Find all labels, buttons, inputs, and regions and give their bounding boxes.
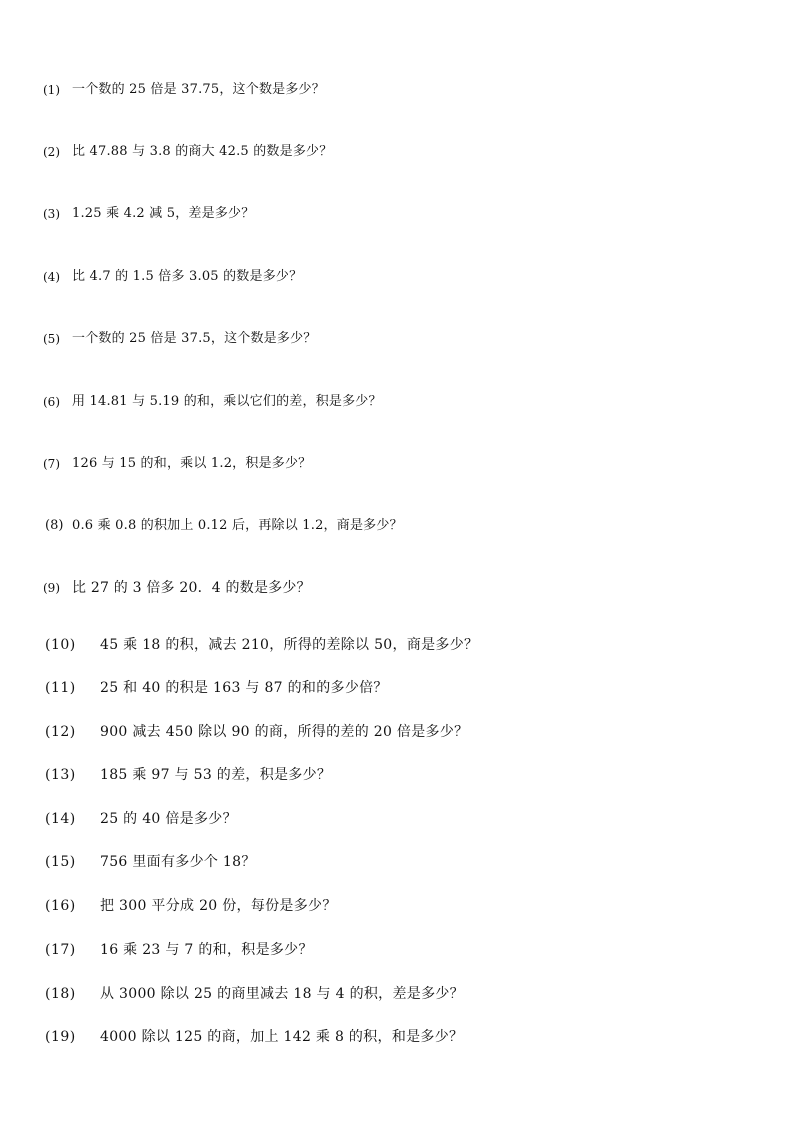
question-text: 45 乘 18 的积，减去 210，所得的差除以 50，商是多少？	[100, 637, 479, 653]
question-number: (2)	[43, 145, 60, 159]
question-number: (9)	[43, 581, 60, 595]
question-number: (3)	[43, 207, 60, 221]
question-number: (6)	[43, 395, 60, 409]
question-number: (10)	[45, 637, 76, 653]
question-text: 900 减去 450 除以 90 的商，所得的差的 20 倍是多少？	[100, 724, 469, 740]
question-text: 比 27 的 3 倍多 20．4 的数是多少？	[72, 580, 311, 596]
question-number: (4)	[43, 270, 60, 284]
question-number: (16)	[45, 898, 76, 914]
question-text: 比 4.7 的 1.5 倍多 3.05 的数是多少？	[72, 269, 303, 284]
question-number: (18)	[45, 986, 76, 1002]
question-text: 0.6 乘 0.8 的积加上 0.12 后，再除以 1.2，商是多少？	[72, 518, 403, 533]
question-text: 从 3000 除以 25 的商里减去 18 与 4 的积，差是多少？	[100, 986, 464, 1002]
question-text: 4000 除以 125 的商，加上 142 乘 8 的积，和是多少？	[100, 1029, 464, 1045]
question-number: (8)	[45, 518, 64, 533]
question-text: 16 乘 23 与 7 的和，积是多少？	[100, 942, 313, 958]
question-number: (19)	[45, 1029, 76, 1045]
question-number: (15)	[45, 854, 76, 870]
question-number: (17)	[45, 942, 76, 958]
question-number: (5)	[43, 332, 60, 346]
question-text: 一个数的 25 倍是 37.75，这个数是多少？	[72, 82, 325, 97]
question-number: (1)	[43, 83, 60, 97]
question-text: 185 乘 97 与 53 的差，积是多少？	[100, 767, 332, 783]
question-number: (7)	[43, 457, 60, 471]
question-text: 25 的 40 倍是多少？	[100, 811, 237, 827]
question-number: (12)	[45, 724, 76, 740]
question-text: 25 和 40 的积是 163 与 87 的和的多少倍？	[100, 680, 388, 696]
question-text: 一个数的 25 倍是 37.5，这个数是多少？	[72, 331, 317, 346]
question-number: (11)	[45, 680, 76, 696]
question-text: 1.25 乘 4.2 减 5，差是多少？	[72, 206, 255, 221]
question-text: 756 里面有多少个 18？	[100, 854, 256, 870]
question-text: 比 47.88 与 3.8 的商大 42.5 的数是多少？	[72, 144, 333, 159]
question-number: (13)	[45, 767, 76, 783]
question-text: 用 14.81 与 5.19 的和，乘以它们的差，积是多少？	[72, 394, 382, 409]
question-text: 把 300 平分成 20 份，每份是多少？	[100, 898, 337, 914]
question-number: (14)	[45, 811, 76, 827]
question-text: 126 与 15 的和，乘以 1.2，积是多少？	[72, 456, 312, 471]
